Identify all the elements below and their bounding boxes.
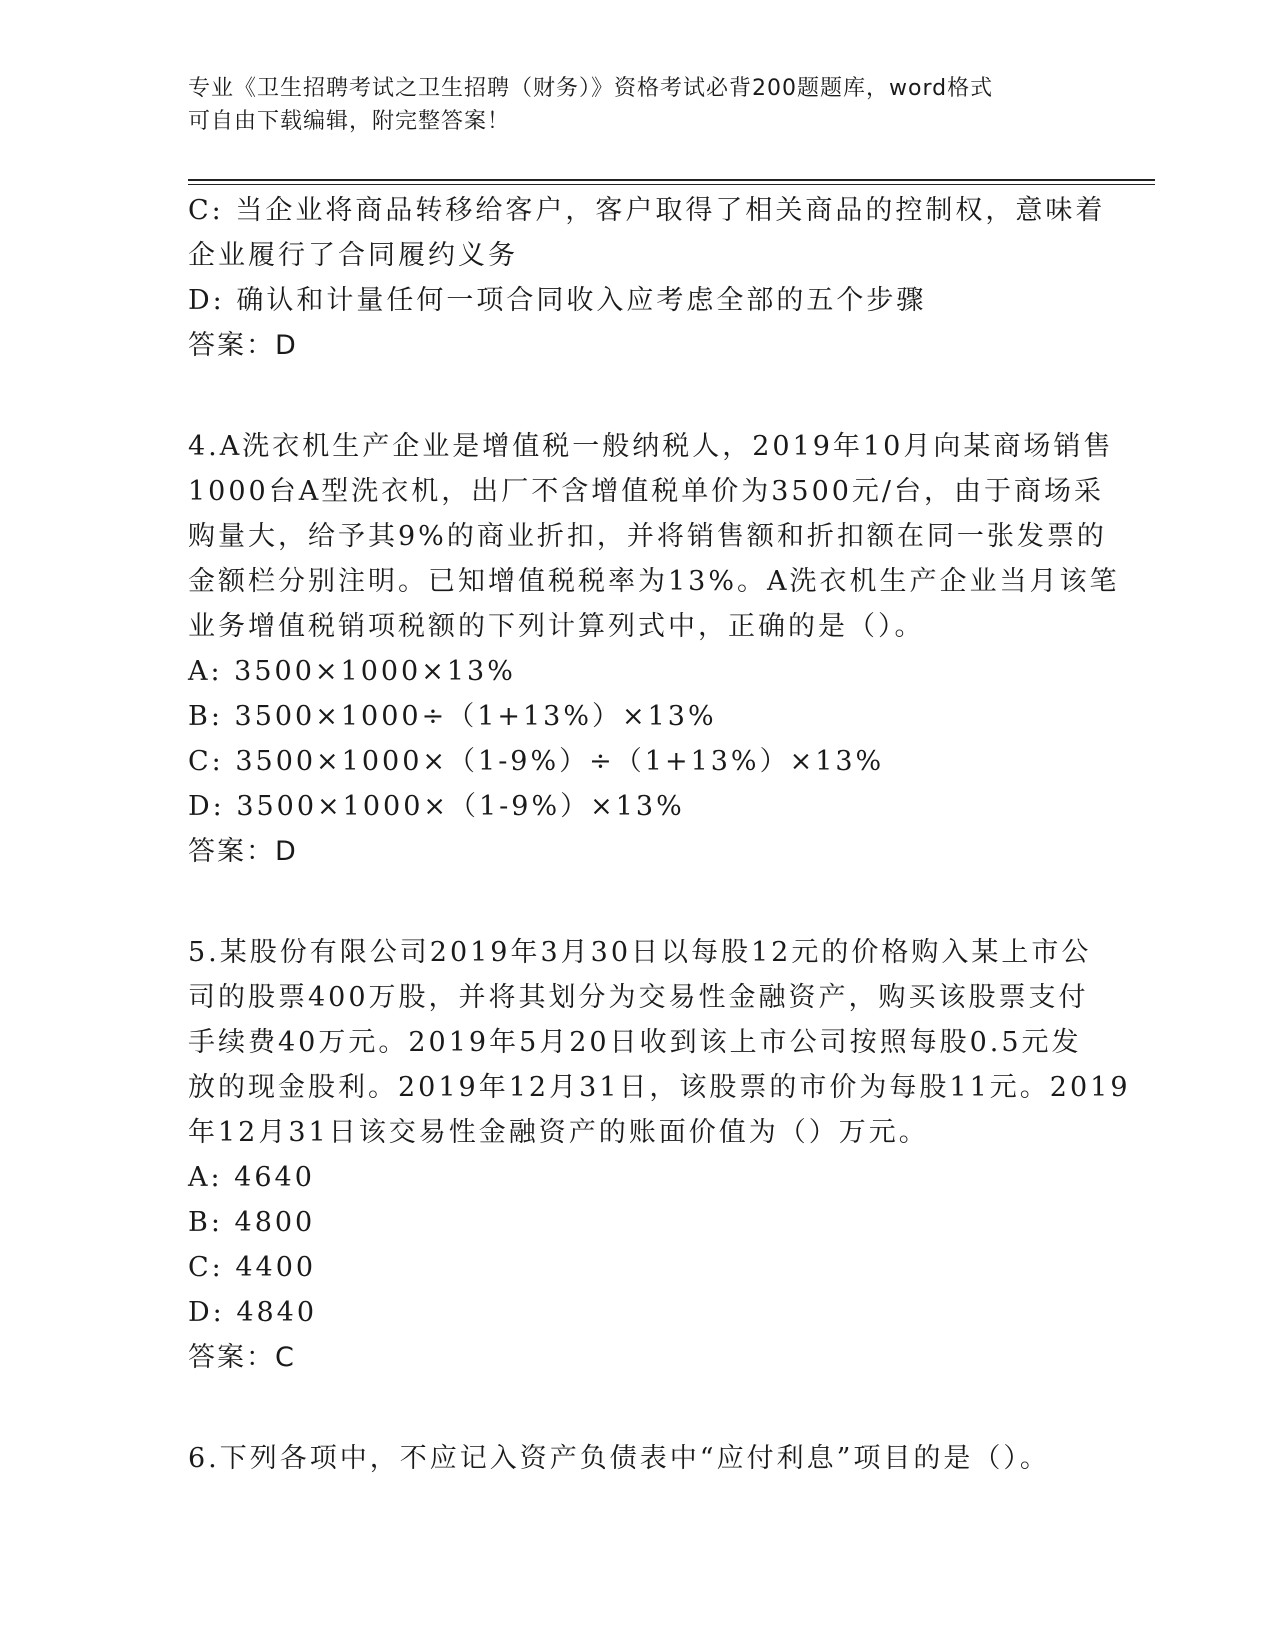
- question-stem-line: 4.A洗衣机生产企业是增值税一般纳税人，2019年10月向某商场销售: [188, 431, 1114, 462]
- question-stem-line: 5.某股份有限公司2019年3月30日以每股12元的价格购入某上市公: [188, 937, 1092, 968]
- option-a: A: 3500×1000×13%: [188, 656, 516, 687]
- document-body: [188, 188, 1131, 1481]
- spacer: [188, 368, 1088, 424]
- question-stem-line: 手续费40万元。2019年5月20日收到该上市公司按照每股0.5元发: [188, 1027, 1082, 1058]
- spacer: [188, 874, 1088, 930]
- answer-label: 答案：D: [188, 330, 298, 361]
- answer-label: 答案：C: [188, 1342, 296, 1373]
- spacer: [188, 1380, 1088, 1436]
- question-stem-line: 金额栏分别注明。已知增值税税率为13%。A洗衣机生产企业当月该笔: [188, 566, 1120, 597]
- question-stem-line: 6.下列各项中，不应记入资产负债表中“应付利息”项目的是（）。: [188, 1443, 1050, 1474]
- question-stem-line: 1000台A型洗衣机，出厂不含增值税单价为3500元/台，由于商场采: [188, 476, 1105, 507]
- option-b: B: 4800: [188, 1207, 316, 1238]
- question-3-continued: [188, 188, 1106, 368]
- header-divider-thin: [188, 184, 1155, 185]
- option-c: C: 3500×1000×（1-9%）÷（1+13%）×13%: [188, 746, 885, 777]
- answer-label: 答案：D: [188, 836, 298, 867]
- option-c: C: 当企业将商品转移给客户，客户取得了相关商品的控制权，意味着: [188, 195, 1106, 226]
- option-c-continued: 企业履行了合同履约义务: [188, 240, 518, 271]
- document-header: [188, 72, 1088, 138]
- question-stem-line: 司的股票400万股，并将其划分为交易性金融资产，购买该股票支付: [188, 982, 1089, 1013]
- option-b: B: 3500×1000÷（1+13%）×13%: [188, 701, 717, 732]
- question-6: [188, 1436, 1088, 1481]
- option-d: D: 确认和计量任何一项合同收入应考虑全部的五个步骤: [188, 285, 927, 316]
- question-stem-line: 业务增值税销项税额的下列计算列式中，正确的是（）。: [188, 611, 925, 642]
- header-title-line-1: 专业《卫生招聘考试之卫生招聘（财务）》资格考试必背200题题库，word格式: [188, 76, 994, 101]
- question-5: [188, 930, 1131, 1380]
- option-d: D: 4840: [188, 1297, 318, 1328]
- header-title-line-2: 可自由下载编辑，附完整答案！: [188, 109, 511, 134]
- question-stem-line: 购量大，给予其9%的商业折扣，并将销售额和折扣额在同一张发票的: [188, 521, 1107, 552]
- header-divider-thick: [188, 179, 1155, 181]
- option-d: D: 3500×1000×（1-9%）×13%: [188, 791, 685, 822]
- question-stem-line: 年12月31日该交易性金融资产的账面价值为（）万元。: [188, 1117, 929, 1148]
- question-stem-line: 放的现金股利。2019年12月31日，该股票的市价为每股11元。2019: [188, 1072, 1131, 1103]
- question-4: [188, 424, 1120, 874]
- option-a: A: 4640: [188, 1162, 315, 1193]
- option-c: C: 4400: [188, 1252, 317, 1283]
